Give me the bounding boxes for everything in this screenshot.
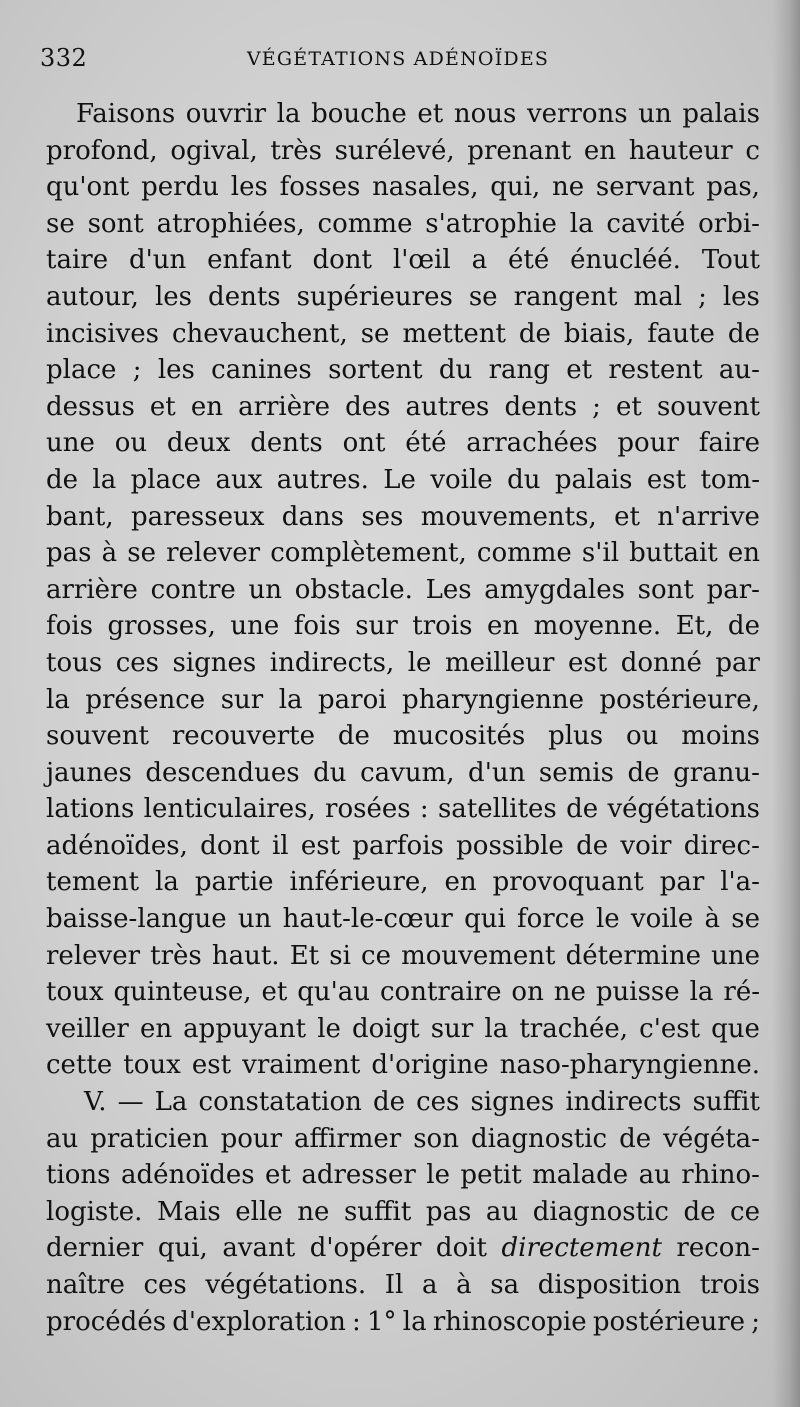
text-line: veiller en appuyant le doigt sur la trachée, c'est que xyxy=(46,1013,760,1044)
text-line: naître ces végétations. Il a à sa disposition trois xyxy=(46,1270,760,1300)
text-line: fois grosses, une fois sur trois en moyenne. Et, de xyxy=(46,611,760,642)
text-line: arrière contre un obstacle. Les amygdales sont par- xyxy=(46,574,760,605)
text-line: pas à se relever complètement, comme s'il buttait en xyxy=(46,538,760,569)
running-title: VÉGÉTATIONS ADÉNOÏDES xyxy=(246,48,550,70)
page-edge-shadow xyxy=(772,0,800,1407)
text-line: lations lenticulaires, rosées : satellites de végétations xyxy=(46,794,760,825)
text-line: place ; les canines sortent du rang et restent au- xyxy=(46,355,760,386)
text-line: au praticien pour affirmer son diagnostic de végéta- xyxy=(46,1123,760,1154)
text-line: qu'ont perdu les fosses nasales, qui, ne servant pas, xyxy=(46,172,760,203)
text-line: V. — La constatation de ces signes indirects suffit xyxy=(84,1087,760,1118)
text-line: une ou deux dents ont été arrachées pour faire xyxy=(46,428,760,459)
page-header xyxy=(38,44,758,78)
text-line: baisse-langue un haut-le-cœur qui force le voile à se xyxy=(46,904,760,935)
text-line: dessus et en arrière des autres dents ; et souvent xyxy=(46,391,760,422)
text-line: profond, ogival, très surélevé, prenant en hauteur c xyxy=(46,135,760,166)
text-line: souvent recouverte de mucosités plus ou moins xyxy=(46,721,760,752)
text-line: logiste. Mais elle ne suffit pas au diagnostic de ce xyxy=(46,1196,760,1227)
text-line: toux quinteuse, et qu'au contraire on ne puisse la ré- xyxy=(46,977,760,1008)
page-number: 332 xyxy=(40,44,88,72)
text-line: bant, paresseux dans ses mouvements, et n'arrive xyxy=(46,501,760,532)
text-line: de la place aux autres. Le voile du palais est tom- xyxy=(46,464,760,495)
text-line: tement la partie inférieure, en provoquant par l'a- xyxy=(46,867,760,898)
text-line: incisives chevauchent, se mettent de biais, faute de xyxy=(46,318,760,349)
text-line: cette toux est vraiment d'origine naso-pharyngienne. xyxy=(46,1050,760,1081)
body-text xyxy=(46,96,760,1340)
text-line: tous ces signes indirects, le meilleur est donné par xyxy=(46,647,760,678)
text-line: la présence sur la paroi pharyngienne postérieure, xyxy=(46,684,760,715)
text-line: Faisons ouvrir la bouche et nous verrons un palais xyxy=(76,99,760,129)
text-line: dernier qui, avant d'opérer doit directement recon- xyxy=(46,1233,760,1264)
text-line: adénoïdes, dont il est parfois possible de voir direc- xyxy=(46,830,760,861)
text-line: tions adénoïdes et adresser le petit malade au rhino- xyxy=(46,1160,760,1191)
text-line: relever très haut. Et si ce mouvement détermine une xyxy=(46,940,760,971)
text-line: taire d'un enfant dont l'œil a été énucléé. Tout xyxy=(46,245,760,276)
text-line: jaunes descendues du cavum, d'un semis de granu- xyxy=(46,757,760,788)
text-line: autour, les dents supérieures se rangent mal ; les xyxy=(46,281,760,312)
text-line: procédés d'exploration : 1° la rhinoscopie postérieure ; xyxy=(46,1306,760,1337)
text-line: se sont atrophiées, comme s'atrophie la cavité orbi- xyxy=(46,208,760,239)
